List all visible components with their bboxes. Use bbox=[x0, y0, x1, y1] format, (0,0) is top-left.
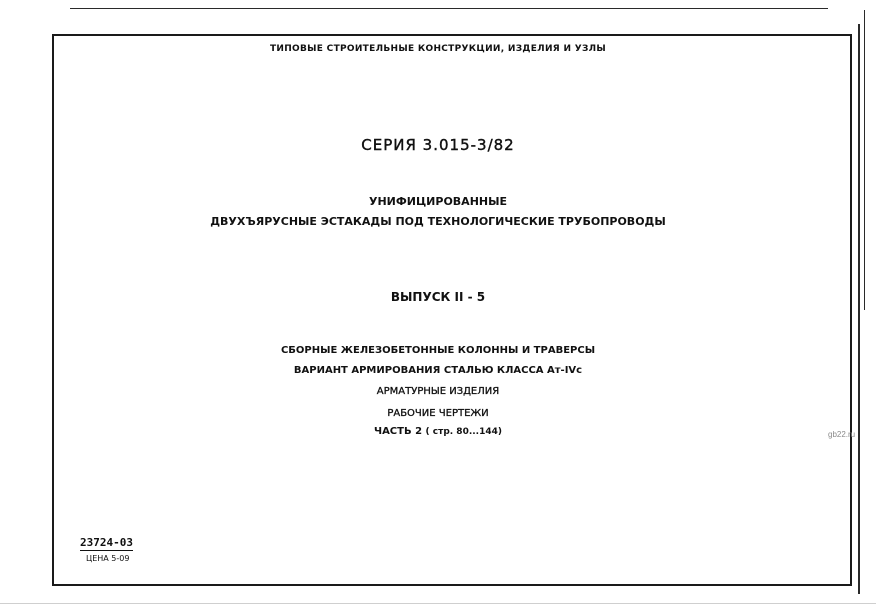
series-number: СЕРИЯ 3.015-3/82 bbox=[361, 136, 515, 154]
part-line bbox=[0, 426, 876, 437]
title-line-2: ДВУХЪЯРУСНЫЕ ЭСТАКАДЫ ПОД ТЕХНОЛОГИЧЕСКИЕ ТРУБОПРОВОДЫ bbox=[210, 215, 666, 228]
description-line-2: ВАРИАНТ АРМИРОВАНИЯ СТАЛЬЮ КЛАССА Ат-IVс bbox=[293, 365, 583, 376]
document-code: 23724-03 bbox=[80, 536, 133, 549]
part-pages: ( стр. 80...144) bbox=[425, 427, 502, 437]
title-line-1: УНИФИЦИРОВАННЫЕ bbox=[368, 195, 508, 208]
document-code-block bbox=[80, 536, 133, 563]
scan-edge-right-inner bbox=[864, 10, 865, 310]
scan-edge-right bbox=[858, 24, 860, 594]
document-price: ЦЕНА 5-09 bbox=[86, 554, 130, 563]
document-header: ТИПОВЫЕ СТРОИТЕЛЬНЫЕ КОНСТРУКЦИИ, ИЗДЕЛИЯ И УЗЛЫ bbox=[269, 44, 607, 54]
description-line-1: СБОРНЫЕ ЖЕЛЕЗОБЕТОННЫЕ КОЛОННЫ И ТРАВЕРСЫ bbox=[280, 345, 596, 356]
part-label: ЧАСТЬ 2 bbox=[373, 426, 423, 437]
watermark: gb22.ru bbox=[828, 430, 856, 439]
sheet-frame bbox=[52, 34, 852, 586]
scan-edge-bottom bbox=[0, 603, 876, 604]
issue-number: ВЫПУСК II - 5 bbox=[390, 290, 486, 304]
scan-edge-top bbox=[70, 8, 828, 9]
description-line-4: РАБОЧИЕ ЧЕРТЕЖИ bbox=[387, 408, 489, 419]
description-line-3: АРМАТУРНЫЕ ИЗДЕЛИЯ bbox=[376, 386, 500, 397]
